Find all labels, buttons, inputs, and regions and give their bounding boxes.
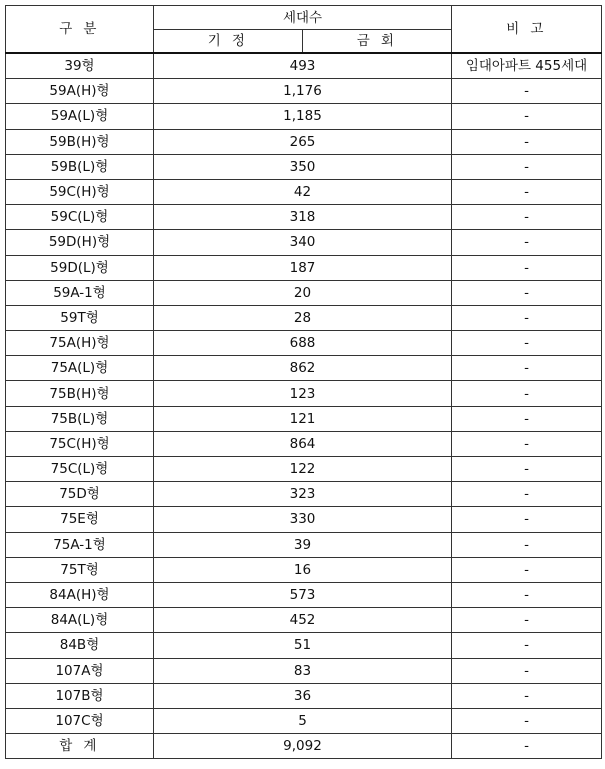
cell-units: 330 [154,507,452,532]
total-label: 합 계 [6,734,154,759]
cell-units: 20 [154,280,452,305]
cell-units: 862 [154,356,452,381]
cell-type: 59A(L)형 [6,104,154,129]
cell-type: 59B(L)형 [6,154,154,179]
cell-type: 39형 [6,53,154,79]
table-row [6,79,602,104]
table-row [6,582,602,607]
header-units: 세대수 [154,6,452,30]
cell-note: - [452,457,602,482]
total-row [6,734,602,759]
cell-type: 59D(L)형 [6,255,154,280]
cell-units: 573 [154,582,452,607]
cell-note: - [452,79,602,104]
cell-type: 107C형 [6,708,154,733]
table-row [6,507,602,532]
cell-units: 51 [154,633,452,658]
cell-type: 59C(L)형 [6,205,154,230]
table-row [6,331,602,356]
cell-units: 122 [154,457,452,482]
cell-units: 83 [154,658,452,683]
cell-units: 452 [154,608,452,633]
table-row [6,230,602,255]
table-row [6,457,602,482]
cell-note: - [452,154,602,179]
cell-units: 1,176 [154,79,452,104]
table-row [6,658,602,683]
header-category: 구 분 [6,6,154,54]
table-row [6,532,602,557]
cell-type: 75D형 [6,482,154,507]
cell-type: 75E형 [6,507,154,532]
cell-type: 59A-1형 [6,280,154,305]
cell-type: 107B형 [6,683,154,708]
cell-note: - [452,658,602,683]
cell-units: 5 [154,708,452,733]
cell-units: 121 [154,406,452,431]
cell-note: - [452,129,602,154]
cell-type: 75T형 [6,557,154,582]
table-row [6,179,602,204]
table-row [6,633,602,658]
table-row [6,708,602,733]
table-row [6,608,602,633]
cell-units: 187 [154,255,452,280]
cell-type: 59T형 [6,305,154,330]
header-remarks: 비 고 [452,6,602,54]
cell-units: 493 [154,53,452,79]
cell-type: 84A(L)형 [6,608,154,633]
cell-type: 75A-1형 [6,532,154,557]
cell-units: 688 [154,331,452,356]
table-row [6,683,602,708]
household-table-container [5,5,602,759]
cell-type: 75C(H)형 [6,431,154,456]
table-row [6,305,602,330]
cell-note: - [452,557,602,582]
cell-units: 323 [154,482,452,507]
table-row [6,557,602,582]
cell-units: 350 [154,154,452,179]
cell-note: - [452,633,602,658]
cell-type: 59A(H)형 [6,79,154,104]
cell-units: 265 [154,129,452,154]
cell-note: - [452,381,602,406]
cell-note: - [452,532,602,557]
total-note: - [452,734,602,759]
table-row [6,129,602,154]
cell-type: 75C(L)형 [6,457,154,482]
table-row [6,154,602,179]
cell-type: 107A형 [6,658,154,683]
table-body [6,6,602,759]
cell-note: - [452,205,602,230]
table-row [6,431,602,456]
table-row [6,53,602,79]
header-existing: 기 정 [154,30,303,54]
cell-note: - [452,708,602,733]
cell-note: - [452,406,602,431]
cell-units: 864 [154,431,452,456]
table-row [6,255,602,280]
cell-note: - [452,356,602,381]
cell-units: 340 [154,230,452,255]
cell-type: 84B형 [6,633,154,658]
cell-type: 59B(H)형 [6,129,154,154]
header-current: 금 회 [303,30,452,54]
cell-note: - [452,255,602,280]
table-row [6,406,602,431]
cell-type: 75A(L)형 [6,356,154,381]
cell-note: - [452,582,602,607]
cell-note: - [452,230,602,255]
cell-units: 42 [154,179,452,204]
cell-type: 75A(H)형 [6,331,154,356]
household-table [5,5,602,759]
cell-note: - [452,305,602,330]
cell-type: 75B(H)형 [6,381,154,406]
cell-note: 임대아파트 455세대 [452,53,602,79]
cell-type: 59C(H)형 [6,179,154,204]
cell-units: 28 [154,305,452,330]
table-row [6,280,602,305]
cell-note: - [452,104,602,129]
cell-type: 59D(H)형 [6,230,154,255]
cell-note: - [452,431,602,456]
cell-note: - [452,507,602,532]
table-row [6,104,602,129]
cell-units: 36 [154,683,452,708]
cell-type: 75B(L)형 [6,406,154,431]
cell-note: - [452,482,602,507]
cell-units: 123 [154,381,452,406]
cell-units: 16 [154,557,452,582]
cell-note: - [452,179,602,204]
cell-note: - [452,280,602,305]
table-row [6,381,602,406]
cell-units: 318 [154,205,452,230]
cell-units: 39 [154,532,452,557]
cell-units: 1,185 [154,104,452,129]
cell-note: - [452,331,602,356]
cell-type: 84A(H)형 [6,582,154,607]
table-row [6,482,602,507]
total-value: 9,092 [154,734,452,759]
table-row [6,356,602,381]
header-row-1 [6,6,602,30]
cell-note: - [452,608,602,633]
cell-note: - [452,683,602,708]
table-row [6,205,602,230]
